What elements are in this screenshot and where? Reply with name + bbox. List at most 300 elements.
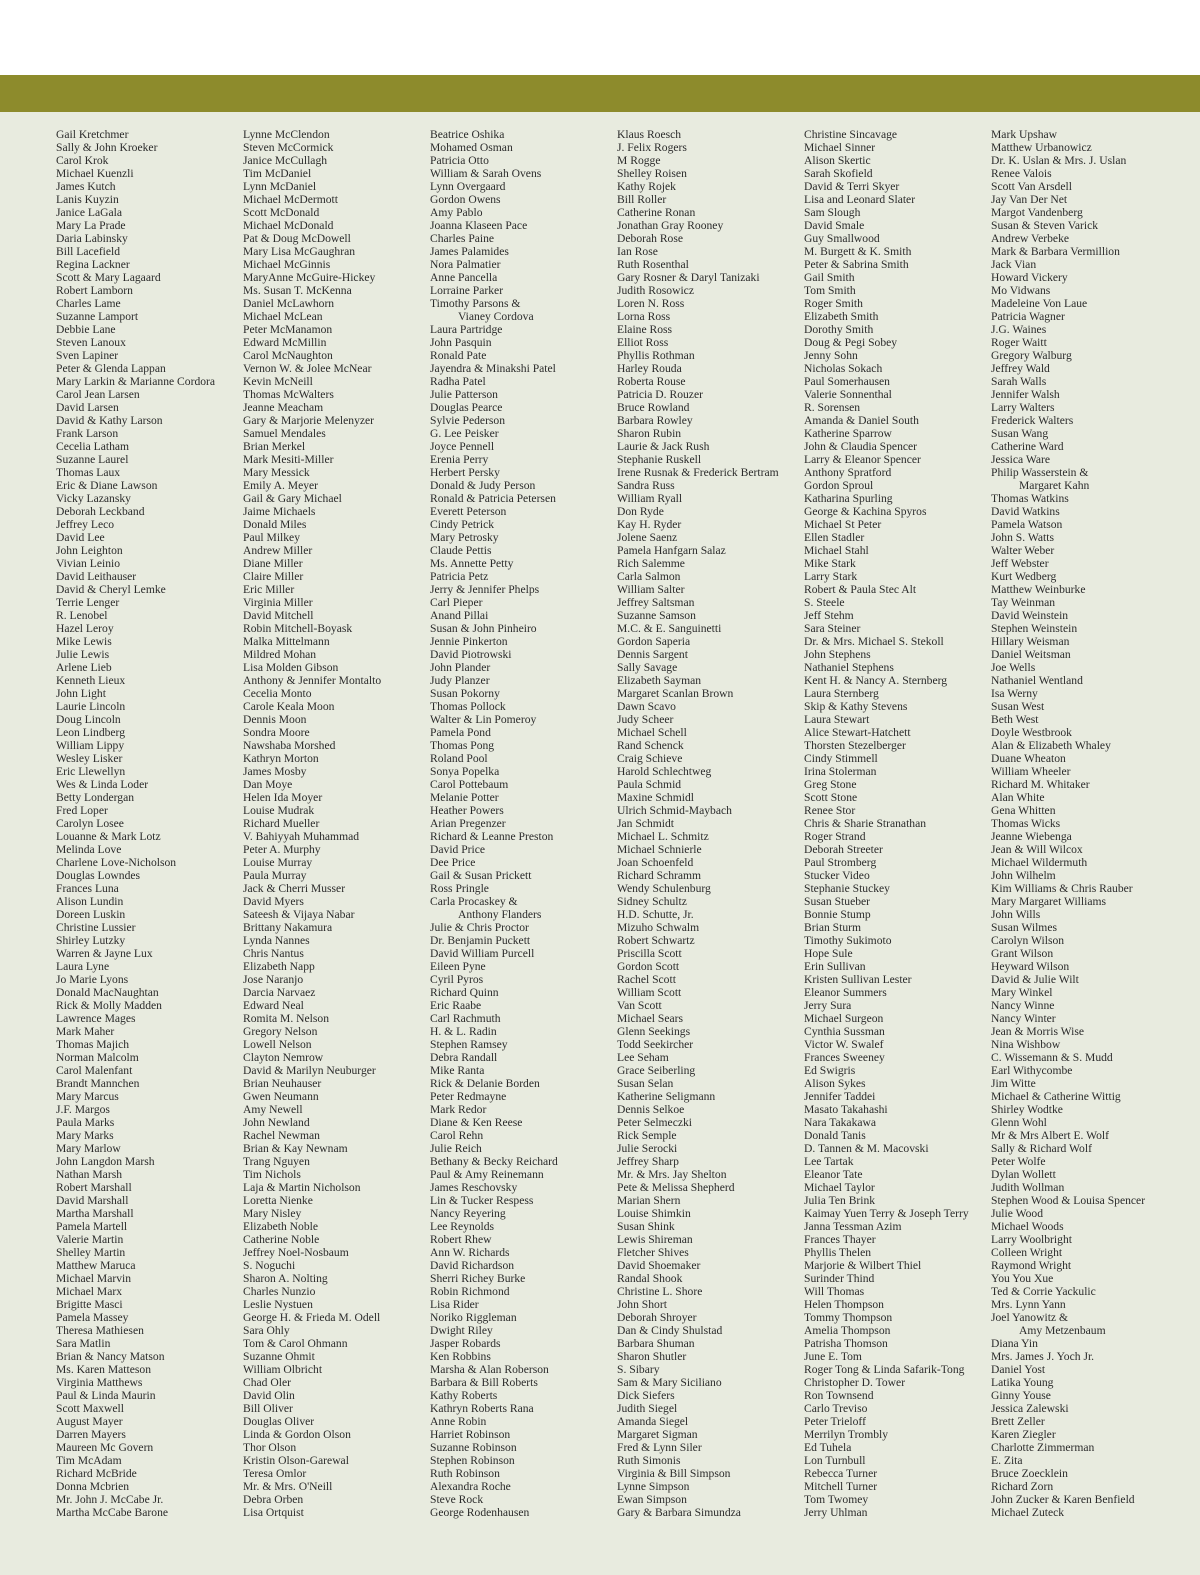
donor-name: Darcia Narvaez — [243, 986, 316, 999]
donor-name: Ron Townsend — [804, 1389, 874, 1402]
donor-name: Laura Partridge — [430, 323, 503, 336]
donor-name: Amy Pablo — [430, 206, 483, 219]
donor-name: Alan White — [991, 791, 1045, 804]
donor-name: Carl Pieper — [430, 596, 483, 609]
donor-name: David Shoemaker — [617, 1259, 701, 1272]
donor-name: Robert Rhew — [430, 1233, 492, 1246]
donor-name: Scott Van Arsdell — [991, 180, 1072, 193]
donor-name: Jeffrey Saltsman — [617, 596, 695, 609]
donor-name: Anthony Flanders — [458, 908, 542, 921]
donor-name: Michael L. Schmitz — [617, 830, 709, 843]
donor-name: Larry Stark — [804, 570, 858, 583]
donor-name: Fred Loper — [56, 804, 108, 817]
donor-name: Charles Lame — [56, 297, 121, 310]
donor-name: Irina Stolerman — [804, 765, 877, 778]
donor-name: Surinder Thind — [804, 1272, 875, 1285]
donor-name: Roger Strand — [804, 830, 866, 843]
donor-name: Paula Murray — [243, 869, 307, 882]
donor-name: Charles Nunzio — [243, 1285, 316, 1298]
donor-name: Cecelia Latham — [56, 440, 130, 453]
donor-name: Andrew Miller — [243, 544, 313, 557]
donor-name: S. Steele — [804, 596, 845, 609]
donor-name: Mark Upshaw — [991, 128, 1058, 141]
donor-name: David & Terri Skyer — [804, 180, 900, 193]
donor-name: Mr & Mrs Albert E. Wolf — [991, 1129, 1110, 1142]
donor-name: Sally & Richard Wolf — [991, 1142, 1092, 1155]
donor-name: Thomas Laux — [56, 466, 121, 479]
donor-name: Catherine Ward — [991, 440, 1064, 453]
donor-name: Carla Procaskey & — [430, 895, 518, 908]
donor-name: Susan West — [991, 700, 1045, 713]
donor-name: Frances Thayer — [804, 1233, 876, 1246]
donor-name: Carolyn Wilson — [991, 934, 1065, 947]
donor-name: Jessica Zalewski — [991, 1402, 1069, 1415]
page-top-margin — [0, 0, 1200, 75]
donor-name: Gordon Scott — [617, 960, 680, 973]
donor-name: Donna Mcbrien — [56, 1480, 130, 1493]
donor-name: Don Ryde — [617, 505, 664, 518]
donor-name: Thomas Watkins — [991, 492, 1069, 505]
donor-name: Susan & Steven Varick — [991, 219, 1099, 232]
donor-column-4 — [617, 128, 805, 1519]
donor-name: V. Bahiyyah Muhammad — [243, 830, 360, 843]
donor-name: Lynda Nannes — [243, 934, 310, 947]
donor-name: Elizabeth Smith — [804, 310, 879, 323]
donor-name: Marsha & Alan Roberson — [430, 1363, 549, 1376]
donor-name: Mr. & Mrs. Jay Shelton — [617, 1168, 727, 1181]
donor-name: Alison Lundin — [56, 895, 124, 908]
donor-name: Everett Peterson — [430, 505, 507, 518]
donor-name: James Mosby — [243, 765, 307, 778]
donor-name: Fred & Lynn Siler — [617, 1441, 702, 1454]
donor-name: Suzanne Lamport — [56, 310, 139, 323]
donor-name: Jeffrey Noel-Nosbaum — [243, 1246, 349, 1259]
donor-name: Scott Stone — [804, 791, 858, 804]
donor-name: Valerie Martin — [56, 1233, 124, 1246]
donor-name: Margaret Sigman — [617, 1428, 698, 1441]
donor-name: Louise Murray — [243, 856, 313, 869]
donor-name: Kathryn Morton — [243, 752, 319, 765]
donor-name: Regina Lackner — [56, 258, 130, 271]
donor-name: Van Scott — [617, 999, 662, 1012]
donor-name: Beth West — [991, 713, 1039, 726]
donor-name: Donald & Judy Person — [430, 479, 536, 492]
donor-name: Eleanor Tate — [804, 1168, 863, 1181]
donor-name: Margaret Scanlan Brown — [617, 687, 734, 700]
donor-name: Theresa Mathiesen — [56, 1324, 144, 1337]
donor-name: Dennis Selkoe — [617, 1103, 685, 1116]
donor-name: Kent H. & Nancy A. Sternberg — [804, 674, 948, 687]
donor-name: Paul Stromberg — [804, 856, 877, 869]
donor-name: Michael McDermott — [243, 193, 338, 206]
donor-name: Kristin Olson-Garewal — [243, 1454, 349, 1467]
donor-name: Janice McCullagh — [243, 154, 328, 167]
donor-name: Stephen Ramsey — [430, 1038, 508, 1051]
donor-name: You You Xue — [991, 1272, 1054, 1285]
donor-name: Cynthia Sussman — [804, 1025, 885, 1038]
donor-name: Eleanor Summers — [804, 986, 887, 999]
donor-name: Scott Maxwell — [56, 1402, 124, 1415]
donor-name: David & Marilyn Neuburger — [243, 1064, 376, 1077]
donor-name: Jeffrey Sharp — [617, 1155, 679, 1168]
donor-name: Mrs. James J. Yoch Jr. — [991, 1350, 1095, 1363]
donor-name: Douglas Lowndes — [56, 869, 141, 882]
donor-name: Ellen Stadler — [804, 531, 865, 544]
donor-name: Melinda Love — [56, 843, 122, 856]
donor-name: Lorna Ross — [617, 310, 671, 323]
donor-name: Richard & Leanne Preston — [430, 830, 554, 843]
donor-name: Grant Wilson — [991, 947, 1054, 960]
donor-name: Steven Lanoux — [56, 336, 126, 349]
donor-name: Ronald & Patricia Petersen — [430, 492, 556, 505]
donor-name: Gordon Saperia — [617, 635, 691, 648]
donor-name: Rich Salemme — [617, 557, 685, 570]
donor-name: Nathan Marsh — [56, 1168, 123, 1181]
donor-name: Pamela Hanfgarn Salaz — [617, 544, 726, 557]
donor-name: Philip Wasserstein & — [991, 466, 1089, 479]
donor-name: Bill Roller — [617, 193, 667, 206]
donor-name: Ms. Susan T. McKenna — [243, 284, 352, 297]
donor-name: David & Cheryl Lemke — [56, 583, 166, 596]
donor-name: Amy Metzenbaum — [1019, 1324, 1106, 1337]
donor-name: Hazel Leroy — [56, 622, 114, 635]
donor-name: Michael & Catherine Wittig — [991, 1090, 1121, 1103]
donor-name: Julie Lewis — [56, 648, 110, 661]
donor-name: Harriet Robinson — [430, 1428, 511, 1441]
donor-name: David Weinstein — [991, 609, 1069, 622]
donor-name: Margot Vandenberg — [991, 206, 1083, 219]
donor-name: Arian Pregenzer — [430, 817, 506, 830]
donor-name: M.C. & E. Sanguinetti — [617, 622, 722, 635]
donor-name: Lewis Shireman — [617, 1233, 693, 1246]
donor-name: Brandt Mannchen — [56, 1077, 140, 1090]
donor-name: Michael McLean — [243, 310, 323, 323]
donor-name: Dick Siefers — [617, 1389, 675, 1402]
donor-name: Mitchell Turner — [804, 1480, 878, 1493]
donor-name: Lisa Ortquist — [243, 1506, 304, 1519]
donor-name: Gena Whitten — [991, 804, 1056, 817]
donor-name: Peter & Sabrina Smith — [804, 258, 909, 271]
donor-name: Brian Merkel — [243, 440, 306, 453]
donor-name: Maureen Mc Govern — [56, 1441, 154, 1454]
donor-name: Mike Stark — [804, 557, 856, 570]
donor-name: Sven Lapiner — [56, 349, 119, 362]
donor-name: Elizabeth Sayman — [617, 674, 702, 687]
donor-name: John Short — [617, 1298, 667, 1311]
donor-name: Gregory Nelson — [243, 1025, 318, 1038]
donor-name: Edward McMillin — [243, 336, 327, 349]
donor-name: Malka Mittelmann — [243, 635, 330, 648]
donor-name: Jenny Sohn — [804, 349, 858, 362]
donor-name: Isa Werny — [991, 687, 1038, 700]
donor-name: Brian Sturm — [804, 921, 862, 934]
donor-name: Susan Wilmes — [991, 921, 1057, 934]
donor-name: Kim Williams & Chris Rauber — [991, 882, 1133, 895]
donor-name: Lynne McClendon — [243, 128, 330, 141]
donor-name: Steven McCormick — [243, 141, 334, 154]
donor-name: H.D. Schutte, Jr. — [617, 908, 694, 921]
donor-name: Mary Petrosky — [430, 531, 499, 544]
donor-name: S. Sibary — [617, 1363, 660, 1376]
donor-name: Tim Nichols — [243, 1168, 301, 1181]
donor-name: Ed Swigris — [804, 1064, 856, 1077]
donor-name: Sarah Skofield — [804, 167, 873, 180]
donor-name: Anthony Spratford — [804, 466, 892, 479]
donor-name: Katharina Spurling — [804, 492, 893, 505]
donor-name: Paul Milkey — [243, 531, 301, 544]
donor-name: Amanda Siegel — [617, 1415, 689, 1428]
donor-name: Ed Tuhela — [804, 1441, 852, 1454]
donor-name: Janna Tessman Azim — [804, 1220, 902, 1233]
donor-name: Bill Lacefield — [56, 245, 121, 258]
donor-name: Carol McNaughton — [243, 349, 333, 362]
donor-name: Thorsten Stezelberger — [804, 739, 906, 752]
donor-name: Joe Wells — [991, 661, 1036, 674]
donor-name: Judy Planzer — [430, 674, 490, 687]
donor-name: Daria Labinsky — [56, 232, 128, 245]
donor-name: Pamela Pond — [430, 726, 491, 739]
donor-name: Larry & Eleanor Spencer — [804, 453, 921, 466]
donor-name: Eric Raabe — [430, 999, 482, 1012]
donor-name: David Richardson — [430, 1259, 515, 1272]
donor-name: Deborah Rose — [617, 232, 684, 245]
donor-name: Michael Wildermuth — [991, 856, 1088, 869]
donor-name: Donald MacNaughtan — [56, 986, 159, 999]
donor-name: Rick Semple — [617, 1129, 677, 1142]
donor-name: Barbara & Bill Roberts — [430, 1376, 538, 1389]
donor-name: Susan & John Pinheiro — [430, 622, 537, 635]
donor-name: Tom Smith — [804, 284, 856, 297]
donor-name: Judith Rosowicz — [617, 284, 694, 297]
donor-name: Howard Vickery — [991, 271, 1068, 284]
donor-name: Deborah Leckband — [56, 505, 145, 518]
donor-name: Daniel McLawhorn — [243, 297, 335, 310]
donor-name: Cyril Pyros — [430, 973, 484, 986]
donor-name: Mrs. Lynn Yann — [991, 1298, 1066, 1311]
donor-name: Carla Salmon — [617, 570, 681, 583]
donor-name: Merrilyn Trombly — [804, 1428, 889, 1441]
header-band — [0, 75, 1200, 112]
donor-name: Stephanie Stuckey — [804, 882, 890, 895]
donor-name: Shelley Martin — [56, 1246, 126, 1259]
donor-name: Anne Pancella — [430, 271, 498, 284]
donor-name: Wesley Lisker — [56, 752, 123, 765]
donor-name: Lee Seham — [617, 1051, 669, 1064]
donor-column-5 — [804, 128, 992, 1519]
donor-name: Lawrence Mages — [56, 1012, 136, 1025]
donor-name: Mary Larkin & Marianne Cordora — [56, 375, 216, 388]
donor-name: Martha McCabe Barone — [56, 1506, 169, 1519]
donor-name: Jolene Saenz — [617, 531, 678, 544]
donor-name: Claude Pettis — [430, 544, 492, 557]
donor-name: Sally Savage — [617, 661, 678, 674]
donor-name: Thomas Majich — [56, 1038, 130, 1051]
donor-name: Stucker Video — [804, 869, 870, 882]
donor-name: Laja & Martin Nicholson — [243, 1181, 361, 1194]
donor-name: Lynn Overgaard — [430, 180, 506, 193]
donor-name: Margaret Kahn — [1019, 479, 1090, 492]
donor-name: Marian Shern — [617, 1194, 681, 1207]
donor-name: Janice LaGala — [56, 206, 122, 219]
donor-name: Sara Matlin — [56, 1337, 111, 1350]
donor-name: Larry Woolbright — [991, 1233, 1072, 1246]
donor-name: Pat & Doug McDowell — [243, 232, 351, 245]
donor-name: Mildred Mohan — [243, 648, 317, 661]
donor-name: Lanis Kuyzin — [56, 193, 119, 206]
donor-name: Michael Woods — [991, 1220, 1064, 1233]
donor-name: Beatrice Oshika — [430, 128, 505, 141]
donor-name: Ian Rose — [617, 245, 658, 258]
donor-name: Roberta Rouse — [617, 375, 686, 388]
donor-name: Jerry Sura — [804, 999, 852, 1012]
donor-name: David Marshall — [56, 1194, 129, 1207]
donor-name: Jeanne Wiebenga — [991, 830, 1072, 843]
donor-name: Bill Oliver — [243, 1402, 293, 1415]
donor-name: Karen Ziegler — [991, 1428, 1056, 1441]
donor-name: M. Burgett & K. Smith — [804, 245, 912, 258]
donor-name: Tommy Thompson — [804, 1311, 893, 1324]
donor-name: Sondra Moore — [243, 726, 310, 739]
donor-name: Daniel Weitsman — [991, 648, 1071, 661]
donor-name: Eric & Diane Lawson — [56, 479, 158, 492]
donor-name: Greg Stone — [804, 778, 857, 791]
donor-name: George & Kachina Spyros — [804, 505, 927, 518]
donor-name: Mark Redor — [430, 1103, 487, 1116]
donor-name: John Leighton — [56, 544, 123, 557]
donor-name: Lorraine Parker — [430, 284, 504, 297]
donor-name: Louise Mudrak — [243, 804, 315, 817]
donor-name: Judith Wollman — [991, 1181, 1065, 1194]
donor-name: Renee Stor — [804, 804, 856, 817]
donor-name: William Salter — [617, 583, 685, 596]
donor-name: Jessica Ware — [991, 453, 1051, 466]
donor-name: Jan Schmidt — [617, 817, 675, 830]
donor-name: David Piotrowski — [430, 648, 512, 661]
donor-name: David & Julie Wilt — [991, 973, 1079, 986]
donor-name: Virginia & Bill Simpson — [617, 1467, 731, 1480]
donor-name: William Scott — [617, 986, 682, 999]
donor-name: Dorothy Smith — [804, 323, 874, 336]
donor-column-6 — [991, 128, 1179, 1519]
donor-name: Dennis Moon — [243, 713, 307, 726]
donor-name: Thomas Pong — [430, 739, 495, 752]
donor-name: S. Noguchi — [243, 1259, 296, 1272]
donor-name: Darren Mayers — [56, 1428, 126, 1441]
donor-name: Todd Seekircher — [617, 1038, 694, 1051]
donor-name: Eileen Pyne — [430, 960, 486, 973]
donor-name: Amy Newell — [243, 1103, 303, 1116]
donor-name: Julie Patterson — [430, 388, 498, 401]
donor-name: Jack & Cherri Musser — [243, 882, 346, 895]
donor-name: Terrie Lenger — [56, 596, 120, 609]
donor-name: Katherine Seligmann — [617, 1090, 716, 1103]
donor-column-3 — [430, 128, 618, 1519]
donor-name: Patricia D. Rouzer — [617, 388, 703, 401]
donor-name: Laura Lyne — [56, 960, 110, 973]
donor-name: Claire Miller — [243, 570, 304, 583]
donor-name: Hillary Weisman — [991, 635, 1070, 648]
donor-name: Tim McAdam — [56, 1454, 122, 1467]
donor-name: Rick & Molly Madden — [56, 999, 162, 1012]
donor-name: Bruce Rowland — [617, 401, 690, 414]
donor-name: Tom & Carol Ohmann — [243, 1337, 348, 1350]
donor-name: David Smale — [804, 219, 865, 232]
donor-name: Gary & Marjorie Melenyzer — [243, 414, 375, 427]
donor-name: Carol Malenfant — [56, 1064, 133, 1077]
donor-name: Julie Wood — [991, 1207, 1043, 1220]
donor-name: Brittany Nakamura — [243, 921, 333, 934]
donor-name: Mike Lewis — [56, 635, 112, 648]
donor-name: Noriko Riggleman — [430, 1311, 517, 1324]
donor-name: Jayendra & Minakshi Patel — [430, 362, 556, 375]
donor-name: Priscilla Scott — [617, 947, 682, 960]
donor-name: John Wills — [991, 908, 1041, 921]
donor-name: Helen Thompson — [804, 1298, 884, 1311]
donor-name: David Watkins — [991, 505, 1060, 518]
donor-name: Jeff Webster — [991, 557, 1049, 570]
donor-name: Sam Slough — [804, 206, 861, 219]
donor-name: Anthony & Jennifer Montalto — [243, 674, 382, 687]
donor-name: Katherine Sparrow — [804, 427, 892, 440]
donor-name: Loretta Nienke — [243, 1194, 313, 1207]
donor-name: Shelley Roisen — [617, 167, 687, 180]
donor-name: James Kutch — [56, 180, 116, 193]
donor-name: Amelia Thompson — [804, 1324, 891, 1337]
donor-name: Samuel Mendales — [243, 427, 326, 440]
donor-name: David Olin — [243, 1389, 295, 1402]
donor-name: Frank Larson — [56, 427, 119, 440]
donor-name: Catherine Noble — [243, 1233, 320, 1246]
donor-name: Colleen Wright — [991, 1246, 1063, 1259]
donor-name: Douglas Oliver — [243, 1415, 315, 1428]
donor-name: Melanie Potter — [430, 791, 499, 804]
donor-name: John Stephens — [804, 648, 871, 661]
donor-name: Roland Pool — [430, 752, 488, 765]
donor-name: Virginia Matthews — [56, 1376, 143, 1389]
donor-name: Jasper Robards — [430, 1337, 501, 1350]
donor-name: Rand Schenck — [617, 739, 684, 752]
donor-name: Masato Takahashi — [804, 1103, 888, 1116]
donor-name: Gregory Walburg — [991, 349, 1072, 362]
donor-name: David Larsen — [56, 401, 119, 414]
donor-name: Gordon Owens — [430, 193, 501, 206]
donor-name: Susan Wang — [991, 427, 1049, 440]
donor-name: Alan & Elizabeth Whaley — [991, 739, 1111, 752]
donor-name: William Lippy — [56, 739, 125, 752]
donor-name: Vernon W. & Jolee McNear — [243, 362, 372, 375]
donor-name: Nathaniel Wentland — [991, 674, 1083, 687]
donor-name: Susan Selan — [617, 1077, 674, 1090]
donor-name: William Olbricht — [243, 1363, 323, 1376]
donor-name: Ruth Rosenthal — [617, 258, 689, 271]
donor-name: Jo Marie Lyons — [56, 973, 129, 986]
donor-name: Fletcher Shives — [617, 1246, 689, 1259]
donor-name: Betty Londergan — [56, 791, 135, 804]
donor-name: Susan Stueber — [804, 895, 871, 908]
donor-name: Elizabeth Noble — [243, 1220, 319, 1233]
donor-name: Leon Lindberg — [56, 726, 126, 739]
donor-name: Richard M. Whitaker — [991, 778, 1090, 791]
donor-name: Paul & Linda Maurin — [56, 1389, 156, 1402]
donor-name: MaryAnne McGuire-Hickey — [243, 271, 376, 284]
donor-name: Nancy Winne — [991, 999, 1055, 1012]
donor-name: John & Claudia Spencer — [804, 440, 918, 453]
donor-name: Sherri Richey Burke — [430, 1272, 526, 1285]
donor-name: Ronald Pate — [430, 349, 487, 362]
donor-name: Teresa Omlor — [243, 1467, 307, 1480]
donor-name: Duane Wheaton — [991, 752, 1066, 765]
donor-name: Phyllis Rothman — [617, 349, 695, 362]
